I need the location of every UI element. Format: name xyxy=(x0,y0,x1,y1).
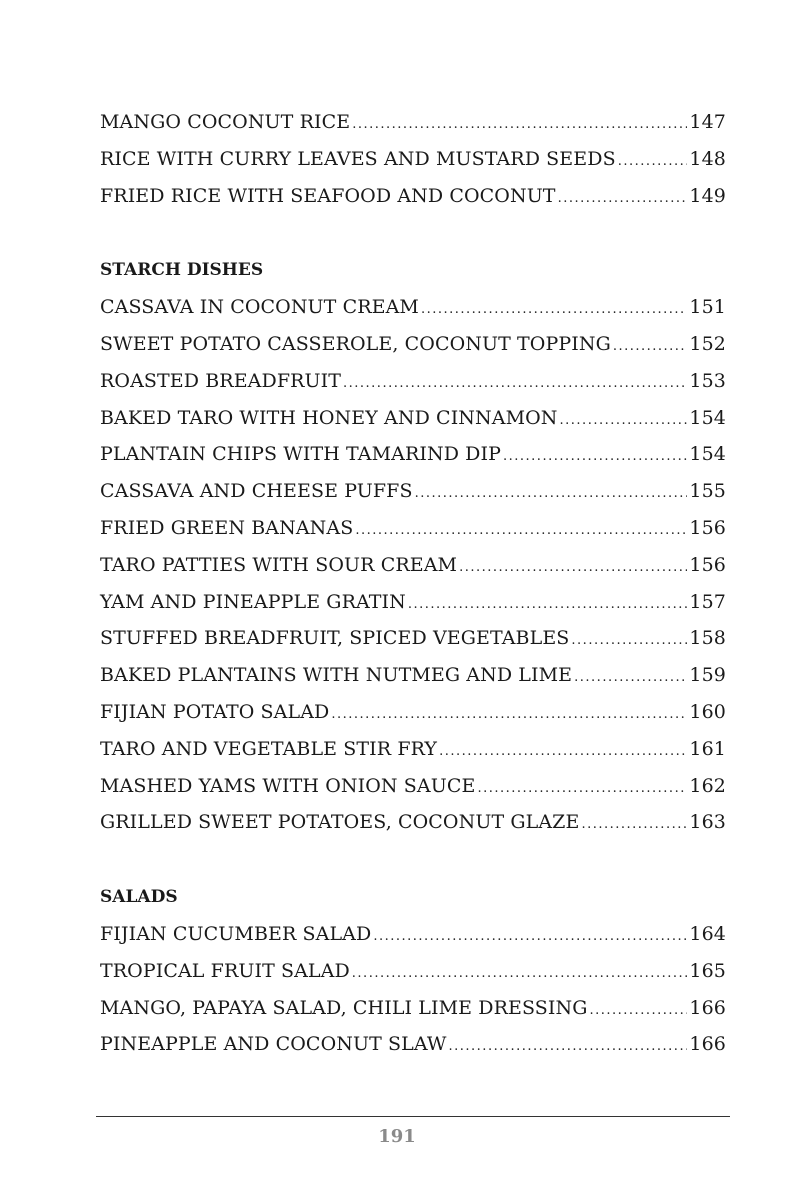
entry-page: 149 xyxy=(689,184,726,207)
entry-title: TARO PATTIES WITH SOUR CREAM xyxy=(100,553,458,576)
entry-title: MANGO, PAPAYA SALAD, CHILI LIME DRESSING xyxy=(100,996,588,1019)
toc-entry[interactable] xyxy=(100,657,726,694)
toc-entry[interactable] xyxy=(100,363,726,400)
entry-title: FRIED GREEN BANANAS xyxy=(100,516,354,539)
section-heading: SALADS xyxy=(100,887,178,908)
section-heading: STARCH DISHES xyxy=(100,260,264,281)
dot-leader xyxy=(408,587,688,624)
toc-entry[interactable] xyxy=(100,1026,726,1063)
toc-entry[interactable] xyxy=(100,473,726,510)
dot-leader xyxy=(415,476,688,513)
entry-page: 164 xyxy=(689,922,726,945)
entry-page: 155 xyxy=(689,480,726,503)
entry-title: GRILLED SWEET POTATOES, COCONUT GLAZE xyxy=(100,811,580,834)
dot-leader xyxy=(618,144,688,181)
entry-page: 165 xyxy=(689,959,726,982)
toc-entry[interactable] xyxy=(100,953,726,990)
entry-title: YAM AND PINEAPPLE GRATIN xyxy=(100,590,406,613)
toc-entry[interactable] xyxy=(100,584,726,621)
dot-leader xyxy=(352,956,688,993)
dot-leader xyxy=(574,660,687,697)
entry-page: 166 xyxy=(689,1033,726,1056)
toc-entry[interactable] xyxy=(100,990,726,1027)
dot-leader xyxy=(439,734,687,771)
dot-leader xyxy=(343,366,687,403)
entry-page: 157 xyxy=(689,590,726,613)
toc-entry[interactable] xyxy=(100,916,726,953)
toc-entry[interactable] xyxy=(100,141,726,178)
entry-title: CASSAVA IN COCONUT CREAM xyxy=(100,296,419,319)
entry-page: 158 xyxy=(689,627,726,650)
dot-leader xyxy=(352,107,687,144)
entry-title: PINEAPPLE AND COCONUT SLAW xyxy=(100,1033,447,1056)
toc-entry[interactable] xyxy=(100,104,726,141)
entry-page: 154 xyxy=(689,443,726,466)
toc-section-salads xyxy=(100,879,726,1063)
entry-title: ROASTED BREADFRUIT xyxy=(100,369,342,392)
toc-entry[interactable] xyxy=(100,768,726,805)
entry-page: 148 xyxy=(689,147,726,170)
dot-leader xyxy=(459,550,687,587)
entry-title: TROPICAL FRUIT SALAD xyxy=(100,959,350,982)
dot-leader xyxy=(421,292,687,329)
footer-divider xyxy=(96,1116,730,1117)
entry-page: 147 xyxy=(689,111,726,133)
toc-entry[interactable] xyxy=(100,510,726,547)
toc-entry[interactable] xyxy=(100,547,726,584)
toc-entry[interactable] xyxy=(100,731,726,768)
toc-entry[interactable] xyxy=(100,694,726,731)
entry-page: 160 xyxy=(689,700,726,723)
dot-leader xyxy=(560,403,688,440)
entry-title: TARO AND VEGETABLE STIR FRY xyxy=(100,737,438,760)
toc-section-rice xyxy=(100,104,726,214)
toc-entry[interactable] xyxy=(100,178,726,215)
entry-title: MANGO COCONUT RICE xyxy=(100,111,351,133)
entry-page: 153 xyxy=(689,369,726,392)
toc-entry[interactable] xyxy=(100,289,726,326)
entry-page: 156 xyxy=(689,516,726,539)
dot-leader xyxy=(503,439,687,476)
entry-page: 159 xyxy=(689,664,726,687)
dot-leader xyxy=(571,623,687,660)
entry-title: RICE WITH CURRY LEAVES AND MUSTARD SEEDS xyxy=(100,147,616,170)
toc-entry[interactable] xyxy=(100,326,726,363)
dot-leader xyxy=(613,329,688,366)
dot-leader xyxy=(331,697,687,734)
dot-leader xyxy=(581,807,687,844)
toc-section-starch-dishes xyxy=(100,252,726,841)
entry-page: 161 xyxy=(689,737,726,760)
dot-leader xyxy=(373,919,687,956)
entry-page: 152 xyxy=(689,332,726,355)
dot-leader xyxy=(355,513,687,550)
entry-title: FRIED RICE WITH SEAFOOD AND COCONUT xyxy=(100,184,556,207)
entry-page: 163 xyxy=(689,811,726,834)
dot-leader xyxy=(590,993,688,1030)
entry-page: 154 xyxy=(689,406,726,429)
entry-title: FIJIAN CUCUMBER SALAD xyxy=(100,922,372,945)
entry-title: MASHED YAMS WITH ONION SAUCE xyxy=(100,774,476,797)
toc-entry[interactable] xyxy=(100,804,726,841)
entry-page: 151 xyxy=(689,296,726,319)
entry-title: FIJIAN POTATO SALAD xyxy=(100,700,330,723)
entry-title: PLANTAIN CHIPS WITH TAMARIND DIP xyxy=(100,443,502,466)
entry-page: 156 xyxy=(689,553,726,576)
entry-title: STUFFED BREADFRUIT, SPICED VEGETABLES xyxy=(100,627,570,650)
toc-entry[interactable] xyxy=(100,620,726,657)
entry-page: 166 xyxy=(689,996,726,1019)
dot-leader xyxy=(449,1029,688,1066)
toc-entry[interactable] xyxy=(100,400,726,437)
table-of-contents xyxy=(100,104,726,1063)
toc-entry[interactable] xyxy=(100,436,726,473)
entry-title: CASSAVA AND CHEESE PUFFS xyxy=(100,480,413,503)
entry-page: 162 xyxy=(689,774,726,797)
entry-title: BAKED PLANTAINS WITH NUTMEG AND LIME xyxy=(100,664,573,687)
dot-leader xyxy=(558,181,688,218)
dot-leader xyxy=(477,771,687,808)
entry-title: BAKED TARO WITH HONEY AND CINNAMON xyxy=(100,406,558,429)
page-number: 191 xyxy=(378,1126,416,1147)
entry-title: SWEET POTATO CASSEROLE, COCONUT TOPPING xyxy=(100,332,611,355)
